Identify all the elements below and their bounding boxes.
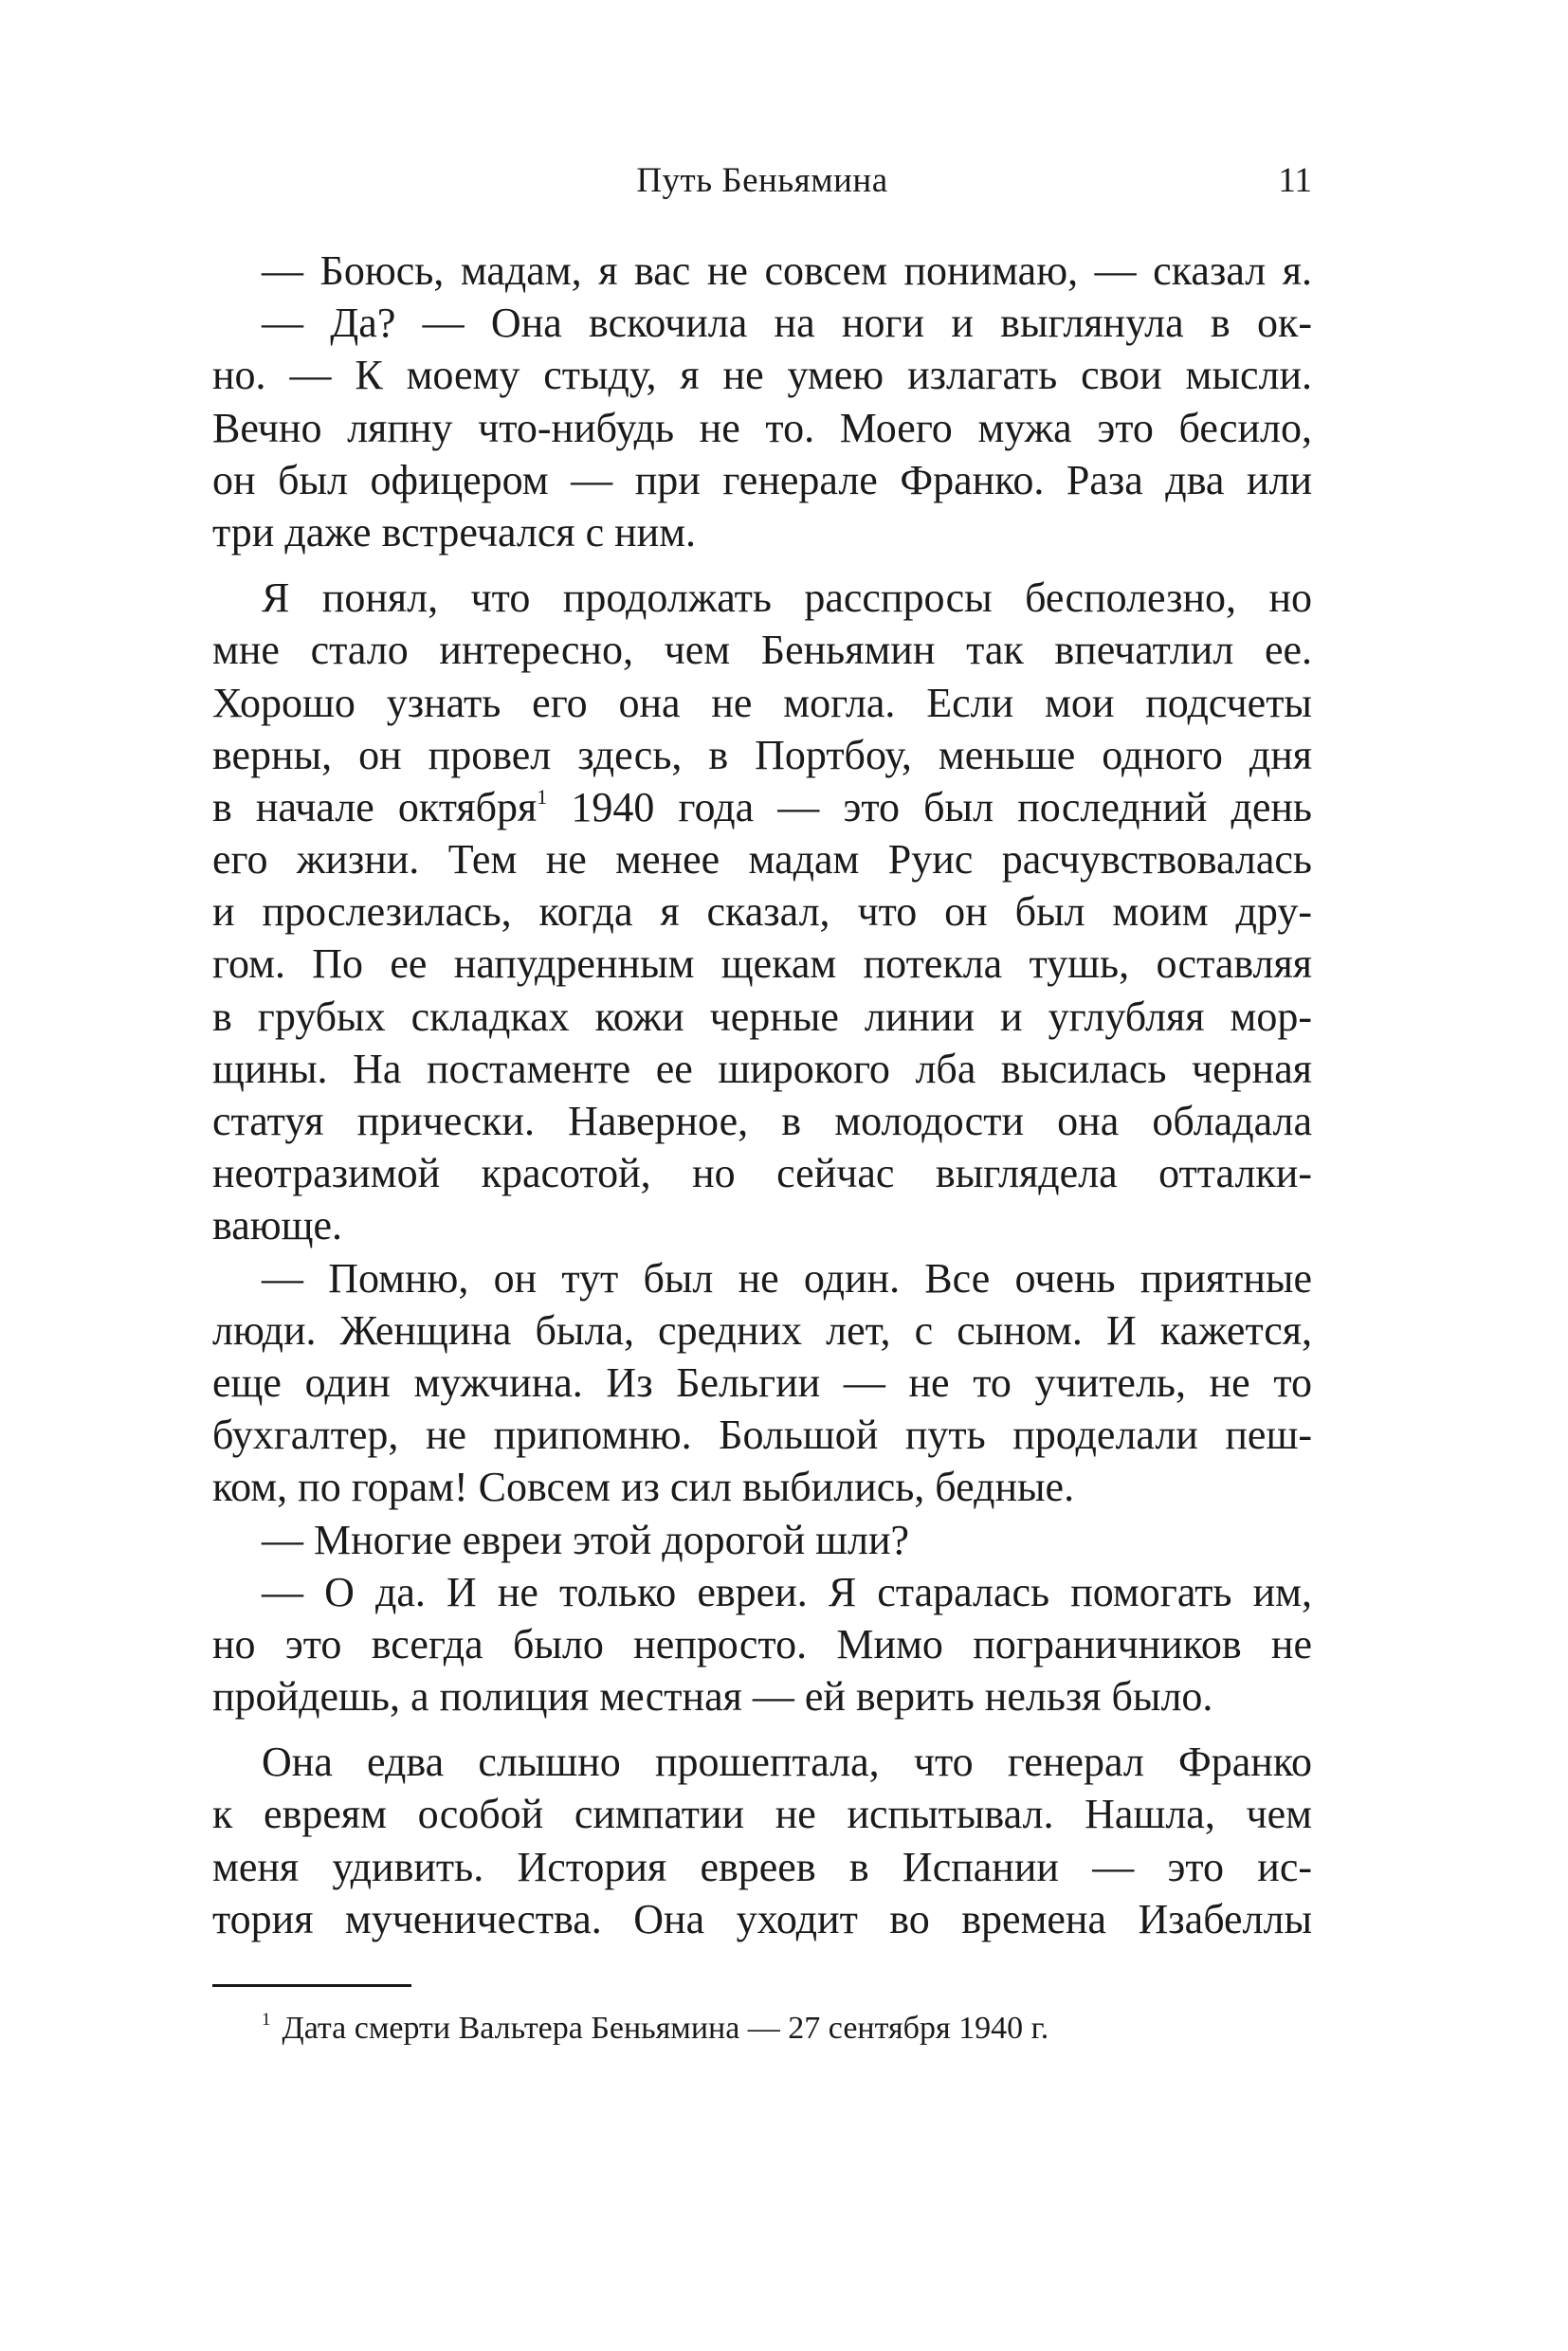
page-number: 11	[1278, 161, 1312, 200]
text-line	[212, 1736, 1312, 1788]
footnote-rule	[212, 1984, 411, 1987]
footnote-marker: 1	[262, 2010, 271, 2030]
text-line-content: — О да. И не только евреи. Я старалась помогать им,	[262, 1568, 1312, 1615]
text-line-content: тория мученичества. Она уходит во времена Изабеллы	[212, 1895, 1312, 1942]
text-line-content: статуя прически. Наверное, в молодости она обладала	[212, 1098, 1312, 1144]
text-line	[212, 1409, 1312, 1461]
text-line-content: его жизни. Тем не менее мадам Руис расчувствовалась	[212, 836, 1312, 884]
text-line	[212, 991, 1312, 1043]
text-line	[212, 1566, 1312, 1618]
text-line-content: люди. Женщина была, средних лет, с сыном. И кажется,	[212, 1306, 1312, 1354]
text-line	[212, 349, 1312, 401]
text-line-content: Хорошо узнать его она не могла. Если мои подсчеты	[212, 679, 1312, 726]
text-line-content: — Многие евреи этой дорогой шли?	[262, 1516, 910, 1563]
text-line-content: Вечно ляпну что-нибудь не то. Моего мужа это бесило,	[212, 404, 1312, 451]
text-line-content: пройдешь, а полиция местная — ей верить нельзя было.	[212, 1673, 1213, 1721]
text-line	[212, 1147, 1312, 1199]
text-line	[212, 1461, 1312, 1513]
text-line-content: неотразимой красотой, но сейчас выглядела отталки-	[212, 1150, 1312, 1197]
text-line-content: щины. На постаменте ее широкого лба высилась черная	[212, 1045, 1312, 1092]
text-line-content: 1940 года — это был последний день	[547, 783, 1312, 830]
text-line	[212, 1095, 1312, 1147]
text-line-content: Я понял, что продолжать расспросы бесполезно, но	[262, 574, 1312, 622]
text-line	[212, 572, 1312, 624]
text-line	[212, 1252, 1312, 1304]
text-line	[212, 885, 1312, 938]
text-line-content: и прослезилась, когда я сказал, что он был моим дру-	[212, 888, 1312, 936]
text-line-content: к евреям особой симпатии не испытывал. Нашла, чем	[212, 1791, 1312, 1838]
text-line-content: ком, по горам! Совсем из сил выбились, бедные.	[212, 1464, 1075, 1511]
footnote-reference: 1	[537, 784, 548, 809]
text-line	[212, 1357, 1312, 1409]
text-line	[212, 1618, 1312, 1670]
text-line	[212, 833, 1312, 885]
text-line	[212, 729, 1312, 781]
text-line	[212, 454, 1312, 506]
text-line-content: еще один мужчина. Из Бельгии — не то учитель, не то	[212, 1358, 1312, 1406]
text-line	[212, 402, 1312, 454]
text-line	[212, 506, 1312, 558]
text-line	[212, 938, 1312, 990]
text-line-content: он был офицером — при генерале Франко. Раза два или	[212, 456, 1312, 503]
text-line	[212, 297, 1312, 349]
text-line	[212, 245, 1312, 297]
text-line	[212, 677, 1312, 729]
text-line-content: три даже встречался с ним.	[212, 508, 697, 556]
text-line-content: Она едва слышно прошептала, что генерал Франко	[262, 1739, 1312, 1786]
running-head	[212, 157, 1312, 205]
text-line	[212, 1043, 1312, 1095]
text-line-content: меня удивить. История евреев в Испании — это ис-	[212, 1843, 1312, 1890]
footnote-text: Дата смерти Вальтера Беньямина — 27 сентября 1940 г.	[282, 2011, 1049, 2046]
body-text	[212, 245, 1312, 1945]
text-line	[212, 1199, 1312, 1251]
text-line	[212, 1304, 1312, 1357]
text-line	[212, 1670, 1312, 1722]
text-line	[212, 1893, 1312, 1945]
text-line-content: вающе.	[212, 1202, 343, 1249]
text-line	[212, 1841, 1312, 1893]
text-line-content: но это всегда было непросто. Мимо пограничников не	[212, 1620, 1312, 1668]
text-line-content: — Боюсь, мадам, я вас не совсем понимаю, — сказал я.	[262, 247, 1312, 294]
text-line	[212, 624, 1312, 676]
text-line-content: — Помню, он тут был не один. Все очень приятные	[262, 1254, 1312, 1302]
text-line	[212, 1788, 1312, 1840]
text-line-content: в начале октября	[212, 783, 538, 830]
text-line-content: гом. По ее напудренным щекам потекла тушь, оставляя	[212, 940, 1312, 988]
footnote	[262, 2006, 1312, 2051]
text-line-content: — Да? — Она вскочила на ноги и выглянула в ок-	[262, 300, 1312, 347]
text-line-content: но. — К моему стыду, я не умею излагать свои мысли.	[212, 352, 1312, 399]
running-title: Путь Беньямина	[636, 161, 888, 200]
text-line-content: в грубых складках кожи черные линии и углубляя мор-	[212, 993, 1312, 1040]
text-line-content: верны, он провел здесь, в Портбоу, меньше одного дня	[212, 731, 1312, 778]
text-line	[212, 1514, 1312, 1566]
text-line-content: бухгалтер, не припомню. Большой путь проделали пеш-	[212, 1412, 1312, 1459]
text-line	[212, 781, 1312, 833]
text-line-content: мне стало интересно, чем Беньямин так впечатлил ее.	[212, 627, 1312, 674]
